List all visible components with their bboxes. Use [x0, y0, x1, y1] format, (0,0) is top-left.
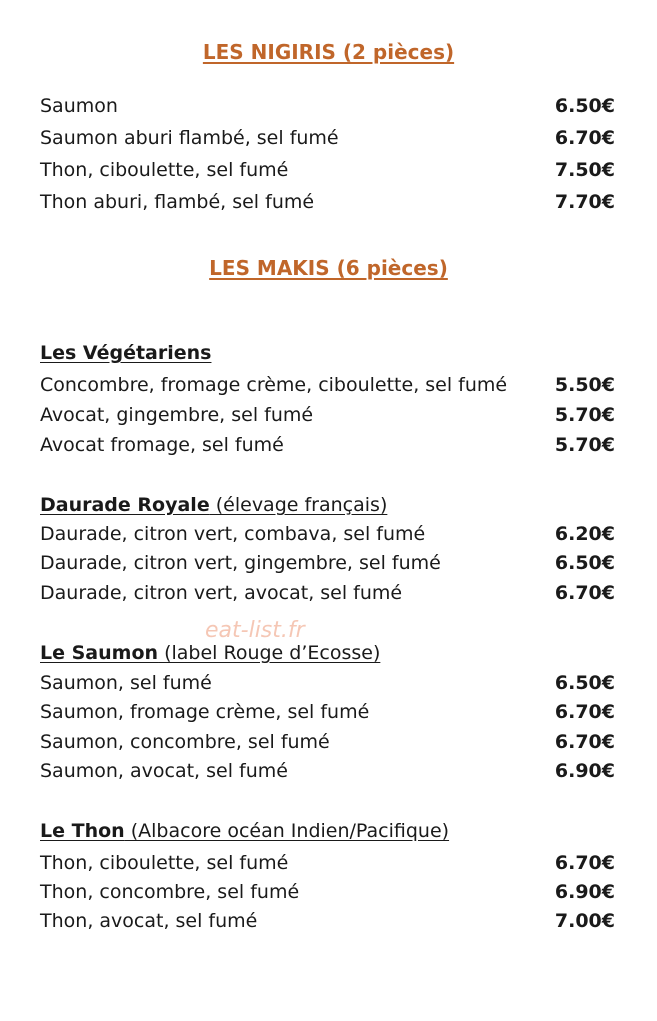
item-name: Thon aburi, flambé, sel fumé [40, 191, 315, 213]
group-heading-thon [40, 817, 449, 845]
item-name: Saumon, concombre, sel fumé [40, 731, 330, 753]
group-title: Daurade Royale [40, 494, 210, 516]
makis-title: LES MAKIS (6 pièces) [209, 256, 448, 280]
group-title: Les Végétariens [40, 342, 212, 364]
item-price: 6.70€ [554, 582, 615, 604]
group-heading-vegetariens [40, 339, 211, 367]
group-note: (élevage français) [209, 494, 388, 516]
menu-item [40, 757, 615, 785]
item-name: Avocat, gingembre, sel fumé [40, 404, 314, 426]
menu-item [40, 371, 615, 399]
menu-item [40, 549, 615, 577]
item-price: 6.70€ [554, 701, 615, 723]
menu-item [40, 579, 615, 607]
group-note: (Albacore océan Indien/Pacifique) [124, 820, 450, 842]
menu-item [40, 907, 615, 935]
item-price: 6.70€ [554, 852, 615, 874]
group-heading-daurade [40, 491, 387, 519]
item-name: Saumon [40, 95, 118, 117]
item-price: 5.50€ [554, 374, 615, 396]
item-price: 6.20€ [554, 523, 615, 545]
item-name: Concombre, fromage crème, ciboulette, sel fumé [40, 374, 508, 396]
menu-item [40, 728, 615, 756]
group-title: Le Thon [40, 820, 125, 842]
item-price: 6.70€ [554, 731, 615, 753]
item-name: Thon, concombre, sel fumé [40, 881, 300, 903]
menu-item [40, 878, 615, 906]
item-name: Thon, ciboulette, sel fumé [40, 852, 289, 874]
item-price: 6.50€ [554, 552, 615, 574]
item-name: Thon, avocat, sel fumé [40, 910, 258, 932]
watermark: eat-list.fr [205, 618, 305, 643]
item-price: 6.50€ [554, 672, 615, 694]
item-name: Avocat fromage, sel fumé [40, 434, 284, 456]
menu-item [40, 669, 615, 697]
menu-item [40, 188, 615, 216]
item-price: 6.70€ [554, 127, 615, 149]
menu-item [40, 156, 615, 184]
item-price: 7.70€ [554, 191, 615, 213]
item-name: Saumon, fromage crème, sel fumé [40, 701, 370, 723]
item-name: Daurade, citron vert, avocat, sel fumé [40, 582, 403, 604]
menu-item [40, 124, 615, 152]
menu-item [40, 92, 615, 120]
menu-item [40, 698, 615, 726]
nigiris-title: LES NIGIRIS (2 pièces) [202, 40, 455, 64]
item-price: 6.90€ [554, 881, 615, 903]
item-name: Thon, ciboulette, sel fumé [40, 159, 289, 181]
item-name: Daurade, citron vert, combava, sel fumé [40, 523, 426, 545]
item-price: 5.70€ [554, 404, 615, 426]
group-title: Le Saumon [40, 642, 159, 664]
item-name: Saumon, sel fumé [40, 672, 212, 694]
item-price: 6.50€ [554, 95, 615, 117]
group-heading-saumon [40, 639, 380, 667]
item-name: Daurade, citron vert, gingembre, sel fumé [40, 552, 441, 574]
item-price: 7.00€ [554, 910, 615, 932]
menu-item [40, 401, 615, 429]
menu-item [40, 431, 615, 459]
item-price: 7.50€ [554, 159, 615, 181]
item-price: 6.90€ [554, 760, 615, 782]
item-name: Saumon, avocat, sel fumé [40, 760, 288, 782]
item-price: 5.70€ [554, 434, 615, 456]
item-name: Saumon aburi flambé, sel fumé [40, 127, 339, 149]
group-note: (label Rouge d’Ecosse) [158, 642, 381, 664]
menu-item [40, 520, 615, 548]
menu-item [40, 849, 615, 877]
